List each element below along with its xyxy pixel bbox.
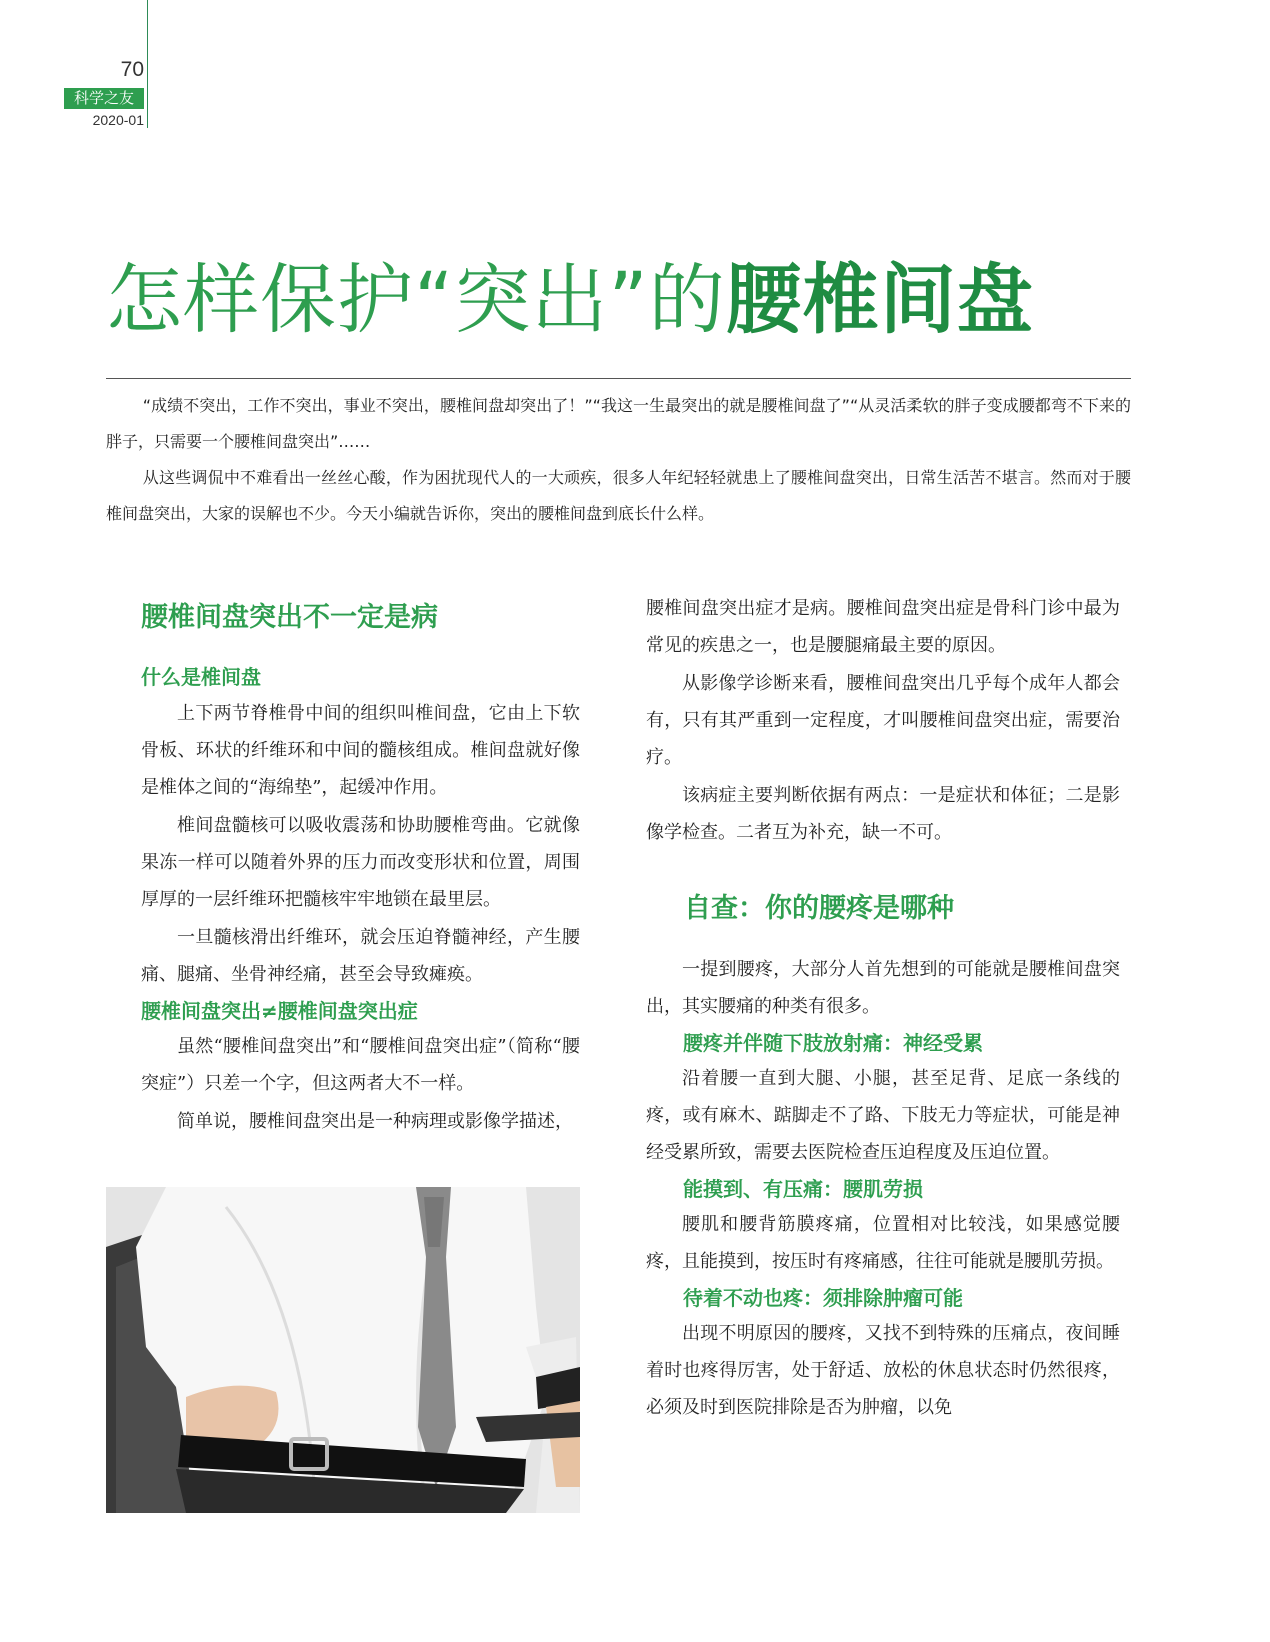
title-rule	[106, 378, 1131, 379]
right-column	[646, 590, 1120, 1427]
body-paragraph: 出现不明原因的腰疼，又找不到特殊的压痛点，夜间睡着时也疼得厉害，处于舒适、放松的休息状态时仍然很疼，必须及时到医院排除是否为肿瘤，以免	[646, 1323, 1120, 1418]
article-title-bold: 腰椎间盘	[725, 255, 1034, 344]
intro-paragraph: “成绩不突出，工作不突出，事业不突出，腰椎间盘却突出了！”“我这一生最突出的就是腰椎间盘了”“从灵活柔软的胖子变成腰都弯不下来的胖子，只需要一个腰椎间盘突出”……	[106, 396, 1131, 451]
article-title	[106, 250, 1034, 350]
body-paragraph: 该病症主要判断依据有两点：一是症状和体征；二是影像学检查。二者互为补充，缺一不可。	[646, 785, 1120, 843]
subsection-title: 能摸到、有压痛：腰肌劳损	[683, 1177, 923, 1201]
body-paragraph: 简单说，腰椎间盘突出是一种病理或影像学描述，	[177, 1111, 573, 1132]
body-paragraph: 从影像学诊断来看，腰椎间盘突出几乎每个成年人都会有，只有其严重到一定程度，才叫腰椎间盘突出症，需要治疗。	[646, 673, 1120, 768]
magazine-name-badge: 科学之友	[64, 88, 144, 109]
back-pain-photo	[106, 1187, 580, 1513]
body-paragraph: 椎间盘髓核可以吸收震荡和协助腰椎弯曲。它就像果冻一样可以随着外界的压力而改变形状和位置，周围厚厚的一层纤维环把髓核牢牢地锁在最里层。	[141, 815, 580, 910]
intro-block	[106, 388, 1131, 532]
intro-paragraph: 从这些调侃中不难看出一丝丝心酸，作为困扰现代人的一大顽疾，很多人年纪轻轻就患上了腰椎间盘突出，日常生活苦不堪言。然而对于腰椎间盘突出，大家的误解也不少。今天小编就告诉你，突出的腰椎间盘到底长什么样。	[106, 468, 1131, 523]
body-paragraph: 腰椎间盘突出症才是病。腰椎间盘突出症是骨科门诊中最为常见的疾患之一，也是腰腿痛最主要的原因。	[646, 598, 1120, 656]
header-divider-line	[147, 0, 148, 128]
body-paragraph: 一旦髓核滑出纤维环，就会压迫脊髓神经，产生腰痛、腿痛、坐骨神经痛，甚至会导致瘫痪。	[141, 927, 580, 985]
subsection-title: 腰疼并伴随下肢放射痛：神经受累	[683, 1031, 983, 1055]
page-number: 70	[120, 58, 144, 81]
issue-date: 2020-01	[92, 112, 144, 128]
left-column	[141, 590, 580, 1141]
body-paragraph: 一提到腰疼，大部分人首先想到的可能就是腰椎间盘突出，其实腰痛的种类有很多。	[646, 959, 1120, 1017]
body-paragraph: 虽然“腰椎间盘突出”和“腰椎间盘突出症”（简称“腰突症”）只差一个字，但这两者大不一样。	[141, 1036, 580, 1094]
body-paragraph: 腰肌和腰背筋膜疼痛，位置相对比较浅，如果感觉腰疼，且能摸到，按压时有疼痛感，往往可能就是腰肌劳损。	[646, 1214, 1120, 1272]
subsection-title: 待着不动也疼：须排除肿瘤可能	[683, 1286, 963, 1310]
subsection-title: 什么是椎间盘	[141, 665, 261, 689]
body-paragraph: 沿着腰一直到大腿、小腿，甚至足背、足底一条线的疼，或有麻木、踮脚走不了路、下肢无力等症状，可能是神经受累所致，需要去医院检查压迫程度及压迫位置。	[646, 1068, 1120, 1163]
article-title-light: 怎样保护“突出”的	[106, 255, 726, 344]
office-worker-back-pain-image	[106, 1187, 580, 1513]
body-paragraph: 上下两节脊椎骨中间的组织叫椎间盘，它由上下软骨板、环状的纤维环和中间的髓核组成。椎间盘就好像是椎体之间的“海绵垫”，起缓冲作用。	[141, 703, 580, 798]
section-title: 自查：你的腰疼是哪种	[684, 893, 954, 924]
subsection-title: 腰椎间盘突出≠腰椎间盘突出症	[141, 999, 418, 1023]
section-title: 腰椎间盘突出不一定是病	[141, 602, 438, 633]
